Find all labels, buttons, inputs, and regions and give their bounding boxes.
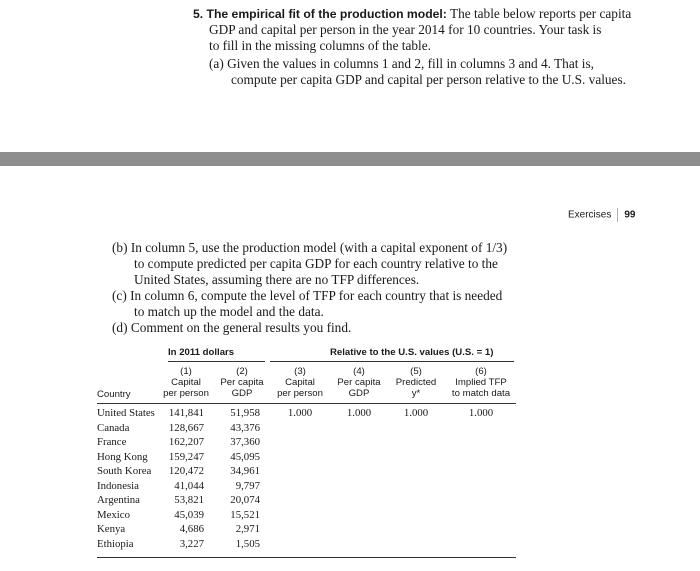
cell-c1: 141,841 xyxy=(168,407,204,419)
part-b-line1: In column 5, use the production model (with a capital exponent of 1/3) xyxy=(130,240,508,255)
header-col4 xyxy=(330,366,388,399)
running-header-section: Exercises xyxy=(568,209,612,221)
header-col3 xyxy=(270,366,330,399)
header-rule xyxy=(97,403,516,404)
col6-label-line1: Implied TFP xyxy=(455,377,507,388)
cell-c2: 51,958 xyxy=(230,407,260,419)
part-a-line2: compute per capita GDP and capital per person relative to the U.S. values. xyxy=(231,72,626,87)
cell-country: Ethiopia xyxy=(97,537,134,550)
col1-number: (1) xyxy=(180,366,192,377)
page-gap xyxy=(0,152,700,166)
part-c-label: (c) xyxy=(112,288,127,303)
col1-label-line2: per person xyxy=(163,388,209,399)
cell-country: South Korea xyxy=(97,465,152,477)
problem-title: The empirical fit of the production model: xyxy=(206,7,447,21)
col5-label-line2: y* xyxy=(411,388,421,399)
cell-country: Indonesia xyxy=(97,479,139,492)
col4-label-line1: Per capita xyxy=(337,377,381,388)
bottom-rule xyxy=(97,557,516,558)
problem-intro-line2: GDP and capital per person in the year 2014 for 10 countries. Your task is xyxy=(209,22,602,37)
cell-c1: 45,039 xyxy=(174,508,204,521)
header-col5 xyxy=(388,366,444,399)
cell-c5: 1.000 xyxy=(403,407,429,419)
page-number: 99 xyxy=(624,209,636,221)
part-d-line1: Comment on the general results you find. xyxy=(130,320,352,335)
cell-c2: 34,961 xyxy=(230,465,260,477)
col2-label-line1: Per capita xyxy=(220,377,264,388)
cell-c1: 41,044 xyxy=(174,479,204,492)
header-col1 xyxy=(158,366,214,399)
cell-c2: 43,376 xyxy=(230,421,260,434)
group2-rule xyxy=(270,361,514,362)
cell-c6: 1.000 xyxy=(468,407,494,419)
cell-c2: 20,074 xyxy=(230,494,260,506)
cell-c3: 1.000 xyxy=(287,407,313,419)
problem-intro-line1: The table below reports per capita xyxy=(449,6,632,21)
part-b-line3: United States, assuming there are no TFP differences. xyxy=(134,272,420,287)
cell-c1: 3,227 xyxy=(179,537,204,550)
cell-c1: 159,247 xyxy=(168,450,204,463)
parts-bcd xyxy=(112,240,542,336)
col2-number: (2) xyxy=(236,366,248,377)
table-group-relative-us: Relative to the U.S. values (U.S. = 1) xyxy=(330,347,494,358)
cell-c4: 1.000 xyxy=(346,407,372,419)
cell-country: Argentina xyxy=(97,494,140,506)
col3-label-line1: Capital xyxy=(285,377,315,388)
cell-c2: 9,797 xyxy=(235,479,260,492)
cell-c1: 53,821 xyxy=(174,494,204,506)
part-b-line2: to compute predicted per capita GDP for each country relative to the xyxy=(134,256,498,271)
cell-country: France xyxy=(97,436,127,448)
header-country: Country xyxy=(97,389,131,400)
col1-label-line1: Capital xyxy=(171,377,201,388)
cell-country: United States xyxy=(97,407,155,419)
problem-intro-line3: to fill in the missing columns of the table. xyxy=(209,38,431,53)
col3-number: (3) xyxy=(294,366,306,377)
part-d-label: (d) xyxy=(112,320,128,335)
col5-number: (5) xyxy=(410,366,422,377)
page-top xyxy=(0,0,700,152)
col4-number: (4) xyxy=(353,366,365,377)
part-c-line1: In column 6, compute the level of TFP for each country that is needed xyxy=(130,288,503,303)
header-col6 xyxy=(444,366,518,399)
cell-country: Mexico xyxy=(97,508,130,521)
cell-c2: 2,971 xyxy=(235,523,260,535)
header-divider xyxy=(617,208,618,222)
col3-label-line2: per person xyxy=(277,388,323,399)
col4-label-line2: GDP xyxy=(348,388,370,399)
problem-number: 5. xyxy=(193,7,204,21)
table-group-2011-dollars: In 2011 dollars xyxy=(168,347,235,358)
cell-c1: 162,207 xyxy=(168,436,204,448)
cell-country: Hong Kong xyxy=(97,450,148,463)
header-col2 xyxy=(214,366,270,399)
cell-c1: 120,472 xyxy=(168,465,204,477)
col6-number: (6) xyxy=(475,366,487,377)
col2-label-line2: GDP xyxy=(231,388,253,399)
problem-5 xyxy=(193,6,632,88)
cell-country: Canada xyxy=(97,421,130,434)
col6-label-line2: to match data xyxy=(451,388,511,399)
cell-c2: 1,505 xyxy=(235,537,260,550)
part-c-line2: to match up the model and the data. xyxy=(134,304,324,319)
part-a-line1: Given the values in columns 1 and 2, fill in columns 3 and 4. That is, xyxy=(227,56,594,71)
group1-rule xyxy=(168,361,265,362)
cell-country: Kenya xyxy=(97,523,126,535)
part-a-label: (a) xyxy=(209,56,224,71)
cell-c1: 4,686 xyxy=(179,523,204,535)
cell-c2: 15,521 xyxy=(230,508,260,521)
running-header xyxy=(568,208,635,222)
cell-c2: 45,095 xyxy=(230,450,260,463)
cell-c2: 37,360 xyxy=(230,436,260,448)
cell-c1: 128,667 xyxy=(168,421,204,434)
col5-label-line1: Predicted xyxy=(395,377,437,388)
part-b-label: (b) xyxy=(112,240,128,255)
